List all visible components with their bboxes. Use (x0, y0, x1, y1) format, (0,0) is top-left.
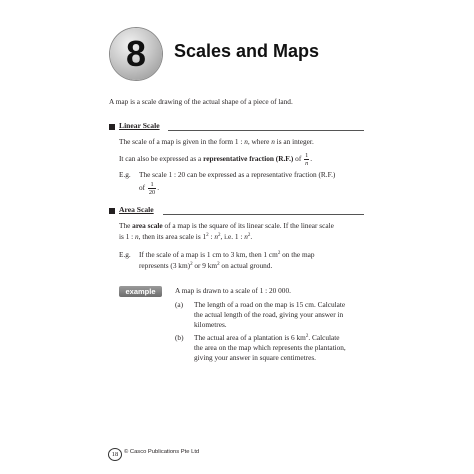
linear-scale-eg-line1: The scale 1 : 20 can be expressed as a representative fraction (R.F.) (139, 170, 336, 179)
area-scale-rule (163, 214, 364, 215)
linear-scale-line2: It can also be expressed as a representative fraction (R.F.) of $\frac{1}{n}$ . (119, 151, 313, 167)
example-part-a-line1: The length of a road on the map is 15 cm. Calculate (194, 300, 346, 309)
linear-scale-rule (168, 130, 364, 131)
area-scale-eg-label: E.g. (119, 250, 131, 259)
section-marker-area (109, 208, 115, 214)
example-part-b-label: (b) (175, 333, 184, 342)
intro-text: A map is a scale drawing of the actual shape of a piece of land. (109, 97, 293, 106)
fraction-1-over-n: $\frac{1}{n}$ (305, 151, 309, 167)
page-number: 18 (108, 448, 122, 461)
area-scale-eg-line1: If the scale of a map is 1 cm to 3 km, then 1 $cm^2$ on the map (139, 250, 315, 259)
example-part-a-label: (a) (175, 300, 184, 309)
example-part-b-line3: giving your answer in square centimetres. (194, 353, 316, 362)
example-part-b-line2: the area on the map which represents the plantation, (194, 343, 346, 352)
example-part-b-line1: The actual area of a plantation is 6 $km^2$. Calculate (194, 333, 340, 342)
example-part-a-line3: kilometres. (194, 320, 227, 329)
area-scale-line1: The area scale of a map is the square of its linear scale. If the linear scale (119, 221, 334, 230)
area-scale-line2: is 1 : n, then its area scale is $1^2$ : $n^2$, i.e. 1 : $n^2$. (119, 232, 253, 241)
area-scale-eg-line2: represents (3 km)$^2$ or 9 $km^2$ on actual ground. (139, 261, 273, 270)
fraction-1-over-20: $\frac{1}{20}$ (148, 180, 156, 196)
publisher-credit: © Casco Publications Pte Ltd (124, 449, 200, 455)
example-question: A map is drawn to a scale of 1 : 20 000. (175, 286, 291, 295)
chapter-number-badge (110, 28, 162, 80)
chapter-number: 8 (125, 33, 147, 74)
linear-scale-eg-line2: of $\frac{1}{20}$ . (139, 180, 160, 196)
chapter-title: Scales and Maps (174, 41, 320, 61)
linear-scale-heading: Linear Scale (119, 121, 160, 130)
linear-scale-line1: The scale of a map is given in the form 1 : n, where n is an integer. (119, 137, 314, 146)
example-badge: example (119, 286, 162, 297)
section-marker-linear (109, 124, 115, 130)
example-part-a-line2: the actual length of the road, giving your answer in (194, 310, 344, 319)
area-scale-heading: Area Scale (119, 205, 154, 214)
linear-scale-eg-label: E.g. (119, 170, 131, 179)
